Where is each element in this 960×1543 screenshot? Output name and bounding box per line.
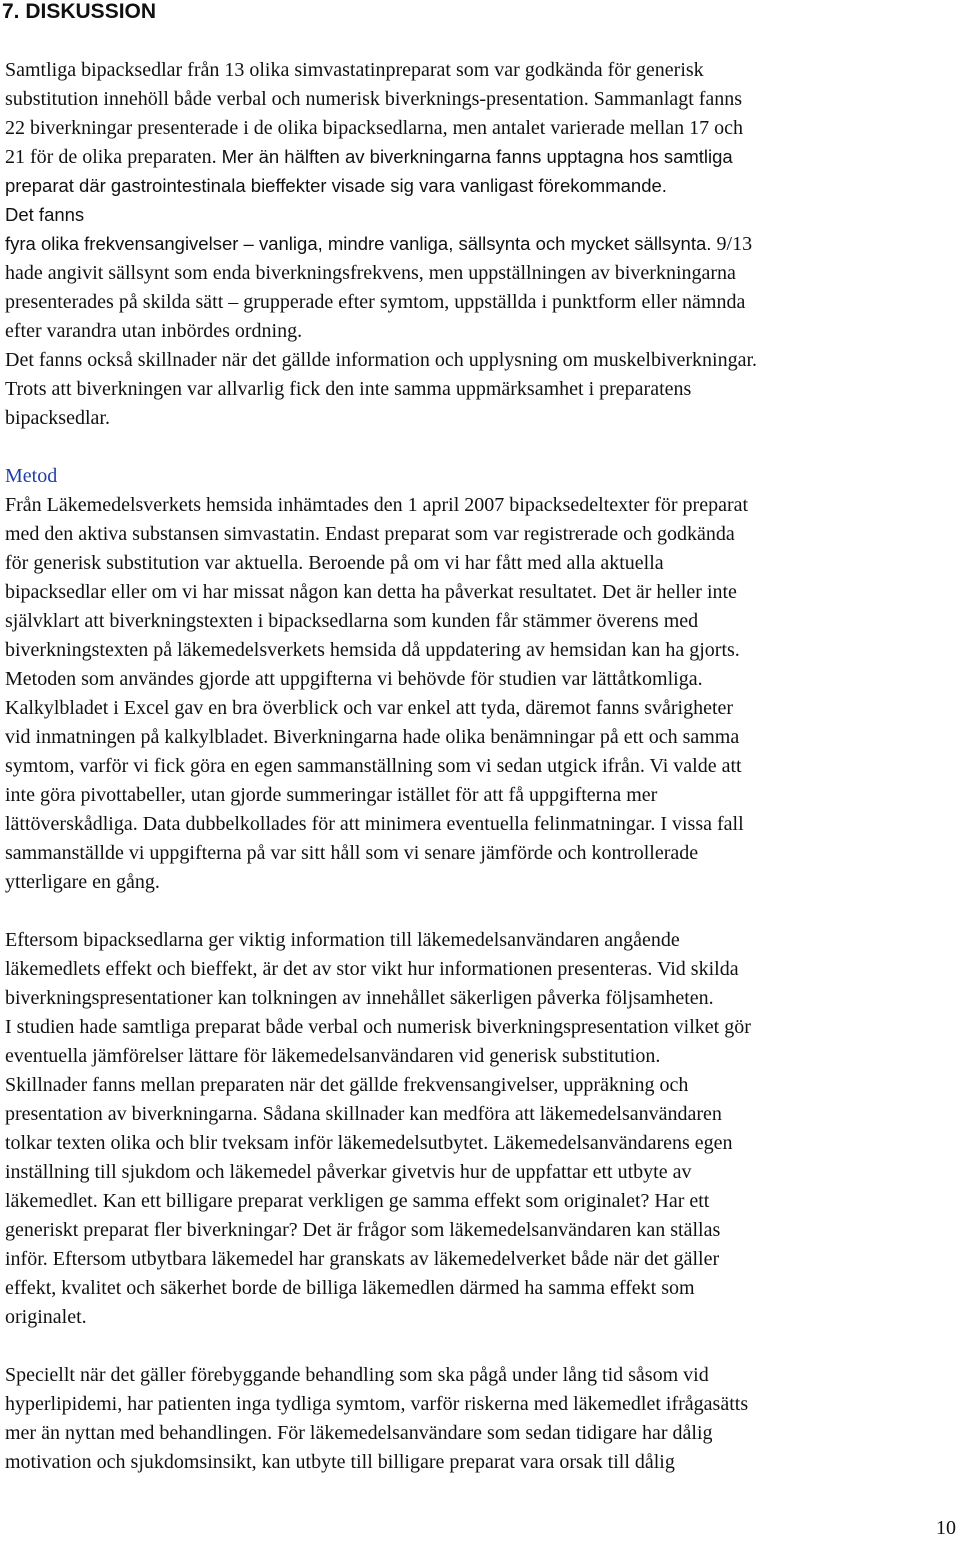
paragraph-line: lättöverskådliga. Data dubbelkollades för att minimera eventuella felinmatningar. I vissa fall: [5, 813, 744, 835]
paragraph-line: substitution innehöll både verbal och numerisk biverknings-presentation. Sammanlagt fanns: [5, 88, 743, 110]
paragraph-text-sans: Det fanns: [5, 204, 85, 225]
paragraph-line-sans: preparat där gastrointestinala bieffekter visade sig vara vanligast förekommande.: [5, 175, 667, 196]
paragraph-line: Det fanns också skillnader när det gällde information och upplysning om muskelbiverkningar.: [5, 349, 758, 371]
paragraph-line: biverkningspresentationer kan tolkningen av innehållet säkerligen påverka följsamheten.: [5, 987, 714, 1009]
page-number: 10: [936, 1517, 956, 1539]
paragraph-line: självklart att biverkningstexten i bipacksedlarna som kunden får stämmer överens med: [5, 610, 699, 632]
paragraph-line: bipacksedlar eller om vi har missat någon kan detta ha påverkat resultatet. Det är heller inte: [5, 581, 737, 603]
paragraph-line-sans: [5, 203, 84, 227]
paragraph-line: motivation och sjukdomsinsikt, kan utbyte till billigare preparat vara orsak till dålig: [5, 1451, 675, 1473]
paragraph-line: Speciellt när det gäller förebyggande behandling som ska pågå under lång tid såsom vid: [5, 1364, 709, 1386]
paragraph-line: Eftersom bipacksedlarna ger viktig information till läkemedelsanvändaren angående: [5, 929, 680, 951]
paragraph-line: Kalkylbladet i Excel gav en bra överblick och var enkel att tyda, däremot fanns svårigheter: [5, 697, 734, 719]
paragraph-line: [5, 145, 733, 169]
paragraph-line: hade angivit sällsynt som enda biverkningsfrekvens, men uppställningen av biverkningarna: [5, 262, 736, 284]
section-heading: 7. DISKUSSION: [2, 0, 157, 23]
paragraph-line: generiskt preparat fler biverkningar? Det är frågor som läkemedelsanvändaren kan ställas: [5, 1219, 721, 1241]
paragraph-text: 21 för de olika preparaten.: [5, 146, 222, 168]
paragraph-line: bipacksedlar.: [5, 407, 110, 429]
paragraph-line: hyperlipidemi, har patienten inga tydliga symtom, varför riskerna med läkemedlet ifrågasätts: [5, 1393, 749, 1415]
paragraph-line: läkemedlets effekt och bieffekt, är det av stor vikt hur informationen presenteras. Vid skilda: [5, 958, 739, 980]
paragraph-line: mer än nyttan med behandlingen. För läkemedelsanvändare som sedan tidigare har dålig: [5, 1422, 713, 1444]
paragraph-line: effekt, kvalitet och säkerhet borde de billiga läkemedlen därmed ha samma effekt som: [5, 1277, 695, 1299]
paragraph-line: Skillnader fanns mellan preparaten när det gällde frekvensangivelser, uppräkning och: [5, 1074, 689, 1096]
paragraph-line: sammanställde vi uppgifterna på var sitt håll som vi senare jämförde och kontrollerade: [5, 842, 699, 864]
paragraph-text-sans: fyra olika frekvensangivelser – vanliga, mindre vanliga, sällsynta och mycket sällsynta.: [5, 233, 712, 254]
paragraph-text-sans: Mer än hälften av biverkningarna fanns upptagna hos samtliga: [221, 146, 733, 167]
paragraph-line: Trots att biverkningen var allvarlig fick den inte samma uppmärksamhet i preparatens: [5, 378, 692, 400]
paragraph-line: ytterligare en gång.: [5, 871, 160, 893]
paragraph-line: inställning till sjukdom och läkemedel påverkar givetvis hur de uppfattar ett utbyte av: [5, 1161, 692, 1183]
paragraph-line: Samtliga bipacksedlar från 13 olika simvastatinpreparat som var godkända för generisk: [5, 59, 704, 81]
paragraph-line: Från Läkemedelsverkets hemsida inhämtades den 1 april 2007 bipacksedeltexter för preparat: [5, 494, 749, 516]
paragraph-line: originalet.: [5, 1306, 87, 1328]
paragraph-line: eventuella jämförelser lättare för läkemedelsanvändaren vid generisk substitution.: [5, 1045, 661, 1067]
paragraph-line: för generisk substitution var aktuella. Beroende på om vi har fått med alla aktuella: [5, 552, 664, 574]
paragraph-line: I studien hade samtliga preparat både verbal och numerisk biverkningspresentation vilket gör: [5, 1016, 751, 1038]
paragraph-line: presenterades på skilda sätt – grupperade efter symtom, uppställda i punktform eller nämnda: [5, 291, 746, 313]
paragraph-line: vid inmatningen på kalkylbladet. Biverkningarna hade olika benämningar på ett och samma: [5, 726, 740, 748]
paragraph-line: 22 biverkningar presenterade i de olika bipacksedlarna, men antalet varierade mellan 17 och: [5, 117, 744, 139]
paragraph-line: inte göra pivottabeller, utan gjorde summeringar istället för att få uppgifterna mer: [5, 784, 658, 806]
metod-heading: Metod: [5, 465, 58, 487]
paragraph-line: Metoden som användes gjorde att uppgifterna vi behövde för studien var lättåtkomliga.: [5, 668, 703, 690]
paragraph-line-sans: [5, 232, 752, 256]
paragraph-line: biverkningstexten på läkemedelsverkets hemsida då uppdatering av hemsidan kan ha gjorts.: [5, 639, 740, 661]
paragraph-line: tolkar texten olika och blir tveksam inför läkemedelsutbytet. Läkemedelsanvändarens egen: [5, 1132, 733, 1154]
paragraph-line: inför. Eftersom utbytbara läkemedel har granskats av läkemedelverket både när det gäller: [5, 1248, 720, 1270]
ratio-text: 9/13: [716, 233, 753, 255]
paragraph-line: presentation av biverkningarna. Sådana skillnader kan medföra att läkemedelsanvändaren: [5, 1103, 722, 1125]
paragraph-line: läkemedlet. Kan ett billigare preparat verkligen ge samma effekt som originalet? Har ett: [5, 1190, 710, 1212]
paragraph-line: efter varandra utan inbördes ordning.: [5, 320, 303, 342]
paragraph-line: symtom, varför vi fick göra en egen sammanställning som vi sedan utgick ifrån. Vi valde att: [5, 755, 742, 777]
paragraph-line: med den aktiva substansen simvastatin. Endast preparat som var registrerade och godkända: [5, 523, 735, 545]
